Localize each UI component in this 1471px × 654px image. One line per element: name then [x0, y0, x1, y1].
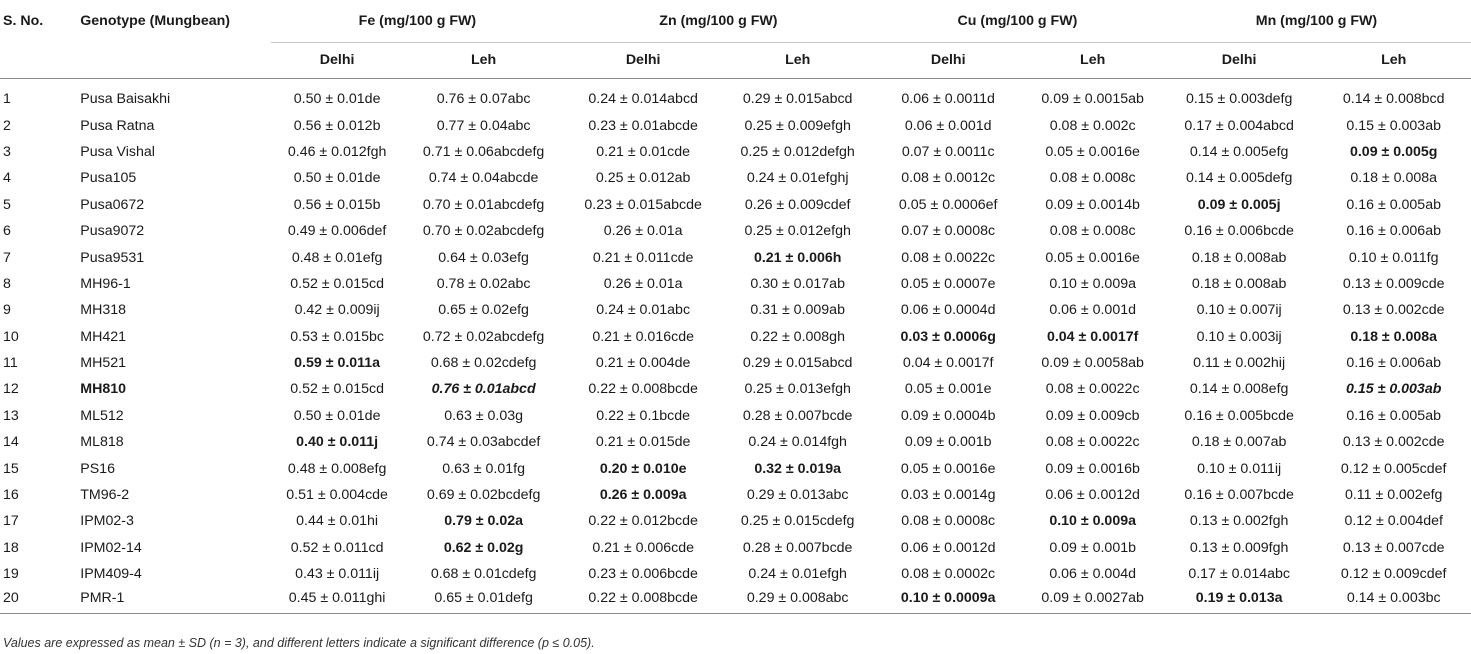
subheader-cu-delhi: Delhi	[873, 42, 1024, 78]
subheader-zn-delhi: Delhi	[564, 42, 723, 78]
cell-sno: 2	[3, 117, 11, 134]
subheader-cu-leh: Leh	[1023, 42, 1161, 78]
cell-sno: 19	[3, 566, 19, 583]
cell-fe-delhi: 0.48 ± 0.01efg	[291, 249, 383, 266]
cell-mn-delhi: 0.13 ± 0.002fgh	[1189, 513, 1289, 530]
cell-cu-delhi: 0.10 ± 0.0009a	[873, 587, 1024, 613]
cell-cu-leh: 0.08 ± 0.008c	[1049, 223, 1136, 240]
cell-fe-delhi: 0.52 ± 0.015cd	[290, 381, 385, 398]
subheader-mn-leh: Leh	[1316, 42, 1471, 78]
subheader-fe-delhi: Delhi	[271, 42, 403, 78]
cell-mn-leh: 0.12 ± 0.005cdef	[1340, 460, 1447, 477]
cell-genotype: Pusa Ratna	[80, 117, 155, 134]
cell-fe-leh: 0.70 ± 0.02abcdefg	[422, 223, 545, 240]
table-row	[0, 271, 1471, 297]
cell-genotype: MH810	[80, 381, 126, 398]
cell-genotype: Pusa9072	[80, 223, 145, 240]
cell-sno: 17	[3, 513, 19, 530]
cell-mn-delhi: 0.17 ± 0.014abc	[1188, 566, 1290, 583]
cell-zn-delhi: 0.22 ± 0.012bcde	[588, 513, 698, 530]
cell-cu-leh: 0.08 ± 0.0022c	[1045, 381, 1140, 398]
cell-zn-delhi: 0.24 ± 0.01abc	[596, 302, 691, 319]
cell-zn-delhi: 0.25 ± 0.012ab	[595, 170, 691, 187]
cell-genotype: IPM02-14	[80, 539, 142, 556]
cell-zn-leh: 0.24 ± 0.014fgh	[748, 434, 847, 451]
cell-mn-leh: 0.16 ± 0.005ab	[1346, 407, 1441, 424]
cell-fe-delhi: 0.50 ± 0.01de	[293, 407, 381, 424]
cell-fe-delhi: 0.56 ± 0.012b	[293, 117, 381, 134]
cell-sno: 7	[3, 249, 11, 266]
table-row	[0, 350, 1471, 376]
cell-cu-leh: 0.09 ± 0.009cb	[1045, 407, 1140, 424]
cell-fe-leh: 0.79 ± 0.02a	[444, 513, 524, 530]
cell-fe-delhi: 0.43 ± 0.011ij	[295, 566, 380, 583]
cell-cu-leh: 0.09 ± 0.001b	[1049, 539, 1136, 556]
cell-mn-delhi: 0.14 ± 0.005defg	[1185, 170, 1293, 187]
cell-cu-leh: 0.08 ± 0.0022c	[1045, 434, 1140, 451]
cell-cu-delhi: 0.05 ± 0.0006ef	[898, 196, 998, 213]
cell-mn-delhi: 0.09 ± 0.005j	[1197, 196, 1281, 213]
cell-mn-leh: 0.13 ± 0.002cde	[1342, 434, 1445, 451]
cell-zn-delhi: 0.26 ± 0.009a	[599, 487, 687, 504]
cell-genotype: ML818	[80, 434, 124, 451]
cell-zn-leh: 0.24 ± 0.01efgh	[748, 566, 847, 583]
cell-sno: 3	[3, 143, 11, 160]
cell-fe-leh: 0.74 ± 0.04abcde	[428, 170, 539, 187]
cell-zn-leh: 0.29 ± 0.015abcd	[742, 355, 853, 372]
cell-zn-delhi: 0.26 ± 0.01a	[603, 223, 683, 240]
cell-mn-leh: 0.13 ± 0.009cde	[1342, 275, 1445, 292]
cell-sno: 4	[3, 170, 11, 187]
header-zn: Zn (mg/100 g FW)	[659, 12, 778, 29]
cell-fe-leh: 0.72 ± 0.02abcdefg	[422, 328, 545, 345]
cell-fe-delhi: 0.56 ± 0.015b	[293, 196, 381, 213]
cell-cu-delhi: 0.04 ± 0.0017f	[902, 355, 994, 372]
cell-mn-leh: 0.14 ± 0.008bcd	[1342, 91, 1445, 108]
cell-cu-delhi: 0.09 ± 0.0004b	[900, 407, 996, 424]
cell-cu-delhi: 0.08 ± 0.0002c	[901, 566, 996, 583]
subheader-zn-leh: Leh	[722, 42, 873, 78]
cell-fe-delhi: 0.50 ± 0.01de	[293, 170, 381, 187]
cell-zn-leh: 0.28 ± 0.007bcde	[742, 539, 853, 556]
cell-sno: 11	[3, 355, 18, 372]
cell-cu-leh: 0.09 ± 0.0014b	[1045, 196, 1140, 213]
cell-cu-delhi: 0.06 ± 0.001d	[904, 117, 992, 134]
cell-mn-delhi: 0.18 ± 0.008ab	[1191, 249, 1287, 266]
cell-cu-delhi: 0.05 ± 0.001e	[904, 381, 992, 398]
cell-fe-leh: 0.63 ± 0.03g	[444, 407, 524, 424]
cell-cu-delhi: 0.06 ± 0.0004d	[900, 302, 996, 319]
cell-genotype: MH318	[80, 302, 126, 319]
cell-zn-delhi: 0.21 ± 0.015de	[595, 434, 691, 451]
cell-mn-leh: 0.13 ± 0.007cde	[1342, 539, 1445, 556]
cell-mn-delhi: 0.10 ± 0.003ij	[1196, 328, 1282, 345]
cell-zn-delhi: 0.26 ± 0.01a	[603, 275, 683, 292]
cell-cu-leh: 0.05 ± 0.0016e	[1045, 249, 1140, 266]
cell-mn-leh: 0.15 ± 0.003ab	[1346, 381, 1442, 398]
table-row	[0, 403, 1471, 429]
cell-genotype: PS16	[80, 460, 115, 477]
cell-cu-leh: 0.04 ± 0.0017f	[1046, 328, 1139, 345]
cell-cu-leh: 0.06 ± 0.004d	[1049, 566, 1136, 583]
table-row	[0, 112, 1471, 138]
cell-zn-delhi: 0.21 ± 0.006cde	[592, 539, 694, 556]
cell-fe-delhi: 0.59 ± 0.011a	[294, 355, 381, 372]
cell-fe-leh: 0.62 ± 0.02g	[443, 539, 524, 556]
cell-mn-delhi: 0.19 ± 0.013a	[1162, 587, 1317, 613]
cell-mn-delhi: 0.10 ± 0.007ij	[1196, 302, 1282, 319]
cell-mn-leh: 0.16 ± 0.006ab	[1346, 355, 1441, 372]
table-row	[0, 535, 1471, 561]
table-row	[0, 587, 1471, 613]
cell-zn-delhi: 0.20 ± 0.010e	[599, 460, 687, 477]
cell-genotype: Pusa105	[80, 170, 137, 187]
cell-mn-delhi: 0.18 ± 0.007ab	[1191, 434, 1287, 451]
cell-genotype: Pusa Baisakhi	[80, 91, 171, 108]
cell-cu-leh: 0.06 ± 0.0012d	[1045, 487, 1140, 504]
table-row	[0, 244, 1471, 270]
cell-genotype: MH521	[80, 355, 126, 372]
cell-zn-leh: 0.25 ± 0.015cdefg	[740, 513, 855, 530]
cell-mn-delhi: 0.17 ± 0.004abcd	[1184, 117, 1294, 134]
cell-mn-leh: 0.16 ± 0.006ab	[1346, 223, 1441, 240]
cell-zn-leh: 0.31 ± 0.009ab	[750, 302, 845, 319]
cell-zn-leh: 0.22 ± 0.008gh	[750, 328, 845, 345]
cell-sno: 14	[3, 434, 19, 451]
table-row	[0, 482, 1471, 508]
cell-fe-leh: 0.63 ± 0.01fg	[442, 460, 525, 477]
table-row	[0, 192, 1471, 218]
cell-zn-leh: 0.24 ± 0.01efghj	[746, 170, 849, 187]
table-row	[0, 86, 1471, 112]
cell-cu-leh: 0.09 ± 0.0027ab	[1023, 587, 1161, 613]
table-row	[0, 297, 1471, 323]
cell-fe-delhi: 0.40 ± 0.011j	[296, 434, 379, 451]
cell-cu-delhi: 0.07 ± 0.0011c	[901, 143, 995, 160]
cell-sno: 1	[3, 91, 11, 108]
cell-mn-leh: 0.12 ± 0.009cdef	[1340, 566, 1447, 583]
cell-fe-leh: 0.76 ± 0.07abc	[436, 91, 531, 108]
header-sno: S. No.	[3, 13, 44, 29]
cell-cu-delhi: 0.06 ± 0.0012d	[900, 539, 996, 556]
cell-sno: 5	[3, 196, 11, 213]
cell-sno: 12	[3, 381, 19, 398]
table-header	[0, 0, 1471, 86]
cell-mn-leh: 0.18 ± 0.008a	[1350, 170, 1438, 187]
cell-fe-leh: 0.65 ± 0.02efg	[438, 302, 529, 319]
cell-mn-delhi: 0.15 ± 0.003defg	[1185, 91, 1293, 108]
cell-mn-leh: 0.09 ± 0.005g	[1349, 143, 1438, 160]
cell-cu-delhi: 0.08 ± 0.0012c	[901, 170, 996, 187]
cell-cu-leh: 0.05 ± 0.0016e	[1045, 143, 1140, 160]
table-row	[0, 324, 1471, 350]
cell-cu-leh: 0.10 ± 0.009a	[1049, 275, 1136, 292]
cell-genotype: TM96-2	[80, 487, 130, 504]
cell-zn-leh: 0.29 ± 0.013abc	[746, 487, 849, 504]
table-row	[0, 561, 1471, 587]
cell-cu-leh: 0.09 ± 0.0058ab	[1041, 355, 1144, 372]
cell-cu-delhi: 0.03 ± 0.0006g	[900, 328, 996, 345]
cell-genotype: ML512	[80, 407, 124, 424]
cell-zn-delhi: 0.23 ± 0.015abcde	[584, 196, 702, 213]
cell-zn-leh: 0.29 ± 0.015abcd	[742, 91, 853, 108]
cell-zn-leh: 0.25 ± 0.012efgh	[744, 223, 851, 240]
cell-zn-delhi: 0.23 ± 0.006bcde	[588, 566, 698, 583]
table-row	[0, 376, 1471, 402]
cell-zn-delhi: 0.22 ± 0.008bcde	[564, 587, 723, 613]
cell-cu-delhi: 0.05 ± 0.0007e	[900, 275, 996, 292]
cell-zn-delhi: 0.22 ± 0.008bcde	[588, 381, 698, 398]
cell-zn-leh: 0.25 ± 0.013efgh	[744, 381, 851, 398]
table-body	[0, 86, 1471, 614]
cell-mn-delhi: 0.11 ± 0.002hij	[1193, 355, 1286, 372]
cell-fe-leh: 0.69 ± 0.02bcdefg	[426, 487, 541, 504]
cell-mn-leh: 0.14 ± 0.003bc	[1316, 587, 1471, 613]
cell-zn-delhi: 0.22 ± 0.1bcde	[596, 407, 691, 424]
cell-mn-leh: 0.12 ± 0.004def	[1344, 513, 1443, 530]
header-mn: Mn (mg/100 g FW)	[1255, 12, 1378, 29]
cell-zn-leh: 0.32 ± 0.019a	[754, 460, 842, 477]
cell-mn-leh: 0.16 ± 0.005ab	[1346, 196, 1441, 213]
cell-fe-leh: 0.76 ± 0.01abcd	[431, 381, 536, 398]
cell-genotype: Pusa9531	[80, 249, 145, 266]
cell-sno: 20	[0, 587, 75, 613]
cell-mn-delhi: 0.13 ± 0.009fgh	[1189, 539, 1289, 556]
cell-cu-delhi: 0.06 ± 0.0011d	[901, 91, 995, 108]
cell-zn-leh: 0.25 ± 0.009efgh	[744, 117, 851, 134]
cell-zn-leh: 0.21 ± 0.006h	[753, 249, 842, 266]
cell-genotype: IPM409-4	[80, 566, 142, 583]
table-footnote: Values are expressed as mean ± SD (n = 3), and different letters indicate a significant difference (p ≤ 0.05).	[3, 636, 595, 650]
cell-genotype: IPM02-3	[80, 513, 134, 530]
cell-fe-leh: 0.77 ± 0.04abc	[436, 117, 531, 134]
cell-sno: 9	[3, 302, 11, 319]
cell-sno: 13	[3, 407, 19, 424]
cell-fe-delhi: 0.51 ± 0.004cde	[286, 487, 388, 504]
cell-fe-leh: 0.65 ± 0.01defg	[403, 587, 564, 613]
cell-fe-leh: 0.70 ± 0.01abcdefg	[422, 196, 545, 213]
cell-sno: 8	[3, 275, 11, 292]
cell-cu-leh: 0.08 ± 0.008c	[1049, 170, 1136, 187]
cell-mn-delhi: 0.16 ± 0.006bcde	[1184, 223, 1294, 240]
cell-cu-leh: 0.08 ± 0.002c	[1049, 117, 1136, 134]
cell-fe-delhi: 0.50 ± 0.01de	[293, 91, 381, 108]
cell-mn-delhi: 0.16 ± 0.005bcde	[1184, 407, 1294, 424]
cell-cu-delhi: 0.03 ± 0.0014g	[900, 487, 996, 504]
table-row	[0, 455, 1471, 481]
cell-sno: 10	[3, 328, 19, 345]
cell-zn-delhi: 0.21 ± 0.016cde	[592, 328, 694, 345]
cell-zn-leh: 0.25 ± 0.012defgh	[740, 143, 855, 160]
cell-fe-delhi: 0.45 ± 0.011ghi	[271, 587, 403, 613]
subheader-mn-delhi: Delhi	[1162, 42, 1317, 78]
table-row	[0, 508, 1471, 534]
cell-mn-delhi: 0.18 ± 0.008ab	[1191, 275, 1287, 292]
cell-fe-delhi: 0.46 ± 0.012fgh	[287, 143, 387, 160]
cell-fe-leh: 0.68 ± 0.02cdefg	[430, 355, 537, 372]
cell-mn-leh: 0.10 ± 0.011fg	[1348, 249, 1439, 266]
cell-fe-delhi: 0.48 ± 0.008efg	[287, 460, 387, 477]
cell-cu-delhi: 0.08 ± 0.0022c	[901, 249, 996, 266]
cell-mn-leh: 0.13 ± 0.002cde	[1342, 302, 1445, 319]
cell-cu-delhi: 0.09 ± 0.001b	[904, 434, 992, 451]
cell-sno: 18	[3, 539, 19, 556]
cell-mn-delhi: 0.14 ± 0.008efg	[1189, 381, 1289, 398]
table-row	[0, 429, 1471, 455]
cell-genotype: PMR-1	[75, 587, 271, 613]
cell-cu-delhi: 0.07 ± 0.0008c	[901, 223, 996, 240]
cell-zn-delhi: 0.21 ± 0.011cde	[592, 249, 694, 266]
cell-fe-delhi: 0.53 ± 0.015bc	[290, 328, 385, 345]
cell-mn-delhi: 0.10 ± 0.011ij	[1197, 460, 1282, 477]
cell-fe-leh: 0.78 ± 0.02abc	[436, 275, 531, 292]
cell-zn-leh: 0.28 ± 0.007bcde	[742, 407, 853, 424]
cell-fe-delhi: 0.52 ± 0.011cd	[290, 539, 384, 556]
cell-genotype: Pusa Vishal	[80, 143, 155, 160]
subheader-fe-leh: Leh	[403, 42, 564, 78]
cell-zn-leh: 0.26 ± 0.009cdef	[744, 196, 851, 213]
cell-sno: 16	[3, 487, 19, 504]
cell-zn-delhi: 0.23 ± 0.01abcde	[588, 117, 698, 134]
cell-fe-delhi: 0.44 ± 0.01hi	[296, 513, 379, 530]
cell-zn-leh: 0.29 ± 0.008abc	[722, 587, 873, 613]
cell-genotype: Pusa0672	[80, 196, 145, 213]
cell-fe-leh: 0.68 ± 0.01cdefg	[430, 566, 537, 583]
header-genotype: Genotype (Mungbean)	[80, 13, 231, 29]
header-fe: Fe (mg/100 g FW)	[358, 12, 477, 29]
cell-genotype: MH96-1	[80, 275, 131, 292]
cell-cu-delhi: 0.08 ± 0.0008c	[901, 513, 996, 530]
table-row	[0, 139, 1471, 165]
cell-zn-delhi: 0.21 ± 0.01cde	[596, 143, 691, 160]
cell-cu-leh: 0.09 ± 0.0016b	[1045, 460, 1140, 477]
cell-sno: 15	[3, 460, 19, 477]
cell-mn-delhi: 0.16 ± 0.007bcde	[1184, 487, 1294, 504]
table-row	[0, 165, 1471, 191]
cell-cu-leh: 0.06 ± 0.001d	[1049, 302, 1136, 319]
cell-fe-delhi: 0.49 ± 0.006def	[287, 223, 387, 240]
cell-fe-leh: 0.64 ± 0.03efg	[438, 249, 529, 266]
cell-fe-leh: 0.74 ± 0.03abcdef	[426, 434, 541, 451]
cell-fe-delhi: 0.52 ± 0.015cd	[290, 275, 385, 292]
cell-zn-delhi: 0.21 ± 0.004de	[595, 355, 691, 372]
cell-mn-leh: 0.11 ± 0.002efg	[1344, 487, 1443, 504]
cell-mn-leh: 0.18 ± 0.008a	[1350, 328, 1438, 345]
cell-cu-leh: 0.10 ± 0.009a	[1049, 513, 1136, 530]
cell-zn-leh: 0.30 ± 0.017ab	[750, 275, 845, 292]
cell-cu-leh: 0.09 ± 0.0015ab	[1041, 91, 1144, 108]
cell-sno: 6	[3, 223, 11, 240]
table-row	[0, 218, 1471, 244]
cell-fe-leh: 0.71 ± 0.06abcdefg	[422, 143, 545, 160]
cell-zn-delhi: 0.24 ± 0.014abcd	[588, 91, 698, 108]
cell-genotype: MH421	[80, 328, 126, 345]
cell-fe-delhi: 0.42 ± 0.009ij	[294, 302, 380, 319]
cell-mn-delhi: 0.14 ± 0.005efg	[1189, 143, 1289, 160]
cell-cu-delhi: 0.05 ± 0.0016e	[900, 460, 996, 477]
header-cu: Cu (mg/100 g FW)	[957, 12, 1078, 29]
cell-mn-leh: 0.15 ± 0.003ab	[1346, 117, 1441, 134]
